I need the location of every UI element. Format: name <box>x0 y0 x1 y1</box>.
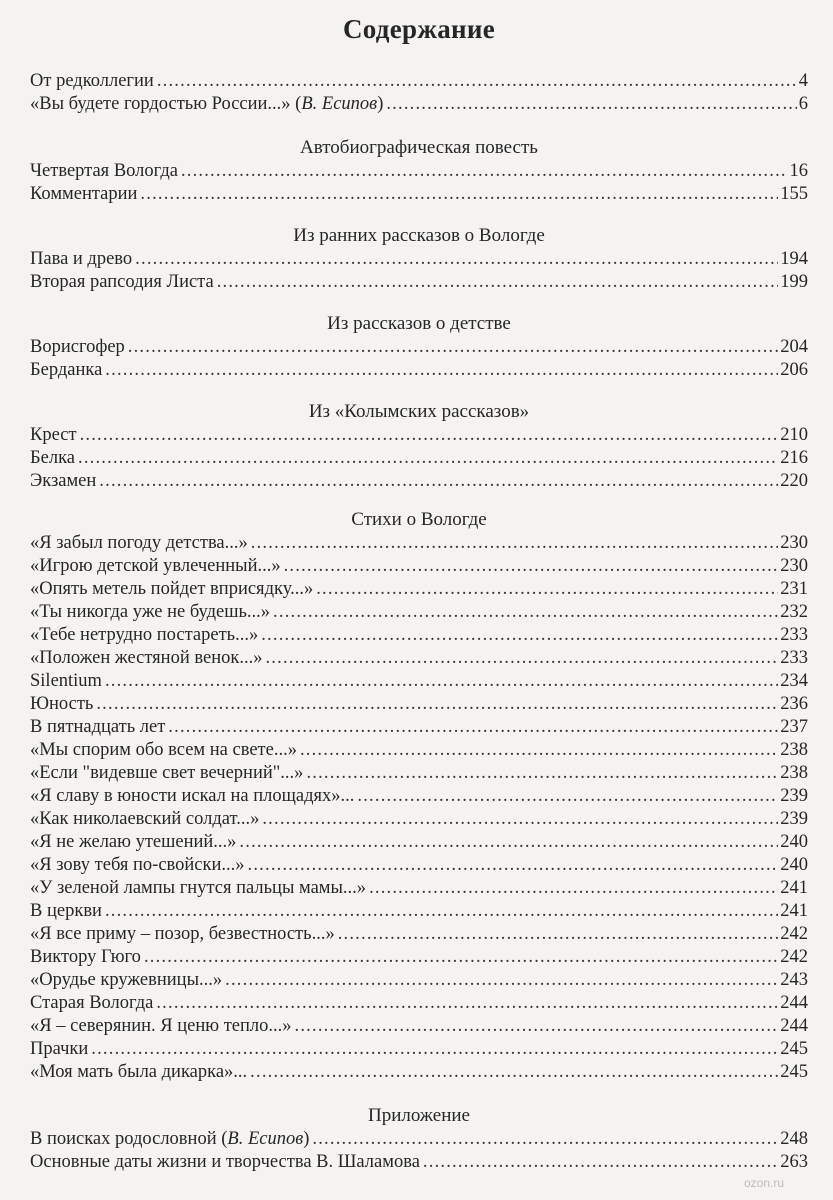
entry-title <box>30 1061 247 1084</box>
entry-title <box>30 601 270 624</box>
toc-page <box>30 0 808 1200</box>
entry-title-tail: ) <box>377 94 384 114</box>
page-number: 194 <box>780 249 808 269</box>
page-number: 230 <box>780 533 808 553</box>
toc-entry <box>30 923 808 946</box>
entry-title <box>30 647 262 670</box>
toc-entry <box>30 601 808 624</box>
page-number: 231 <box>780 579 808 599</box>
dot-leader <box>78 447 778 470</box>
page-number: 241 <box>780 901 808 921</box>
toc-entry <box>30 532 808 555</box>
dot-leader <box>300 739 778 762</box>
page-number: 6 <box>798 94 808 114</box>
entry-title-text: Белка <box>30 448 75 468</box>
dot-leader <box>261 624 778 647</box>
entry-title-text: «Мы спорим обо всем на свете...» <box>30 740 297 760</box>
entry-title-text: «Я все приму – позор, безвестность...» <box>30 924 335 944</box>
entry-title-text: «Ты никогда уже не будешь...» <box>30 602 271 622</box>
toc-entry <box>30 762 808 785</box>
entry-title-text: «Моя мать была дикарка»... <box>30 1062 248 1082</box>
toc-entry <box>30 946 808 969</box>
dot-leader <box>306 762 778 785</box>
entry-title <box>30 424 77 447</box>
entry-title-text: Юность <box>30 694 94 714</box>
entry-title-text: «У зеленой лампы гнутся пальцы мамы...» <box>30 878 367 898</box>
page-number: 248 <box>780 1129 808 1149</box>
dot-leader <box>295 1015 779 1038</box>
entry-author: В. Есипов <box>227 1129 304 1149</box>
page-number: 230 <box>780 556 808 576</box>
entry-title <box>30 447 75 470</box>
entry-title-text: «Тебе нетрудно постареть...» <box>30 625 259 645</box>
toc-entry <box>30 900 808 923</box>
dot-leader <box>284 555 779 578</box>
entry-title-text: Берданка <box>30 360 103 380</box>
entry-title-text: «Я – северянин. Я ценю тепло...» <box>30 1016 292 1036</box>
dot-leader <box>140 183 778 206</box>
toc-entry <box>30 785 808 808</box>
page-number: 4 <box>798 71 808 91</box>
entry-title-text: «Я забыл погоду детства...» <box>30 533 248 553</box>
page-number: 245 <box>780 1062 808 1082</box>
toc-entry <box>30 1015 808 1038</box>
dot-leader <box>225 969 778 992</box>
dot-leader <box>80 424 779 447</box>
entry-title-text: «Положен жестяной венок...» <box>30 648 263 668</box>
toc-entry <box>30 447 808 470</box>
entry-author: В. Есипов <box>301 94 378 114</box>
dot-leader <box>250 1061 778 1084</box>
entry-title <box>30 739 297 762</box>
toc-entry <box>30 336 808 359</box>
entry-title-text: В церкви <box>30 901 102 921</box>
toc-entry <box>30 647 808 670</box>
section-heading: Приложение <box>368 1105 470 1126</box>
toc-entry <box>30 1061 808 1084</box>
dot-leader <box>144 946 778 969</box>
toc-entry <box>30 70 808 93</box>
section-heading: Из рассказов о детстве <box>327 313 511 334</box>
entry-title-text: Ворисгофер <box>30 337 125 357</box>
section-spacer <box>30 206 808 224</box>
entry-title-text: Комментарии <box>30 184 138 204</box>
section-spacer <box>30 116 808 136</box>
dot-leader <box>262 808 778 831</box>
entry-title-tail: ) <box>303 1129 310 1149</box>
toc-entry <box>30 716 808 739</box>
entry-title <box>30 1015 292 1038</box>
page-number: 245 <box>780 1039 808 1059</box>
dot-leader <box>135 248 778 271</box>
page-number: 238 <box>780 740 808 760</box>
dot-leader <box>91 1038 778 1061</box>
page-number: 206 <box>780 360 808 380</box>
entry-title <box>30 248 132 271</box>
entry-title-text: От редколлегии <box>30 71 154 91</box>
entry-title <box>30 693 93 716</box>
entry-title-text: «Я славу в юности искал на площадях»... <box>30 786 355 806</box>
toc-entry <box>30 470 808 493</box>
entry-title <box>30 670 102 693</box>
dot-leader <box>105 359 778 382</box>
page-number: 216 <box>780 448 808 468</box>
page-number: 239 <box>780 809 808 829</box>
toc-entry <box>30 359 808 382</box>
toc-entry <box>30 1128 808 1151</box>
entry-title <box>30 70 154 93</box>
entry-title-text: Основные даты жизни и творчества В. Шаламова <box>30 1152 420 1172</box>
toc-entry <box>30 1151 808 1174</box>
page-number: 204 <box>780 337 808 357</box>
dot-leader <box>423 1151 778 1174</box>
section-spacer <box>30 1084 808 1104</box>
toc-entry <box>30 183 808 206</box>
entry-title <box>30 854 245 877</box>
toc-entry <box>30 160 808 183</box>
entry-title <box>30 1151 420 1174</box>
entry-title-text: «Игрою детской увлеченный...» <box>30 556 281 576</box>
entry-title-text: «Я не желаю утешений...» <box>30 832 237 852</box>
toc-entry <box>30 271 808 294</box>
entry-title-text: «Опять метель пойдет вприсядку...» <box>30 579 314 599</box>
entry-title <box>30 183 137 206</box>
toc-entry <box>30 624 808 647</box>
toc-entry <box>30 877 808 900</box>
entry-title <box>30 969 222 992</box>
section-spacer <box>30 382 808 400</box>
page-number: 244 <box>780 993 808 1013</box>
entry-title-text: Старая Вологда <box>30 993 154 1013</box>
entry-title-text: Вторая рапсодия Листа <box>30 272 214 292</box>
page-number: 237 <box>780 717 808 737</box>
toc-entry <box>30 739 808 762</box>
entry-title-text: Крест <box>30 425 77 445</box>
page-number: 240 <box>780 855 808 875</box>
page-number: 220 <box>780 471 808 491</box>
toc-entry <box>30 578 808 601</box>
dot-leader <box>128 336 778 359</box>
entry-title-text: Silentium <box>30 671 102 691</box>
page-number: 238 <box>780 763 808 783</box>
dot-leader <box>156 992 778 1015</box>
dot-leader <box>265 647 778 670</box>
section-spacer <box>30 493 808 508</box>
entry-title <box>30 336 125 359</box>
entry-title <box>30 532 248 555</box>
page-number: 233 <box>780 648 808 668</box>
entry-title <box>30 555 281 578</box>
page-number: 241 <box>780 878 808 898</box>
section-heading: Из «Колымских рассказов» <box>308 401 530 422</box>
section-heading: Стихи о Вологде <box>351 509 487 530</box>
toc-entry <box>30 555 808 578</box>
dot-leader <box>316 578 778 601</box>
entry-title <box>30 923 335 946</box>
entry-title-text: В поисках родословной ( <box>30 1129 228 1149</box>
dot-leader <box>251 532 778 555</box>
entry-title <box>30 93 383 116</box>
page-title: Содержание <box>342 14 496 44</box>
toc-entry <box>30 992 808 1015</box>
toc-entry <box>30 1038 808 1061</box>
dot-leader <box>386 93 796 116</box>
page-number: 199 <box>780 272 808 292</box>
dot-leader <box>338 923 779 946</box>
page-number: 236 <box>780 694 808 714</box>
section-heading: Из ранних рассказов о Вологде <box>293 225 545 246</box>
entry-title-text: Виктору Гюго <box>30 947 141 967</box>
dot-leader <box>105 670 778 693</box>
toc-entry <box>30 831 808 854</box>
page-number: 240 <box>780 832 808 852</box>
entry-title <box>30 785 354 808</box>
dot-leader <box>273 601 778 624</box>
page-number: 16 <box>789 161 808 181</box>
dot-leader <box>99 470 778 493</box>
section-spacer <box>30 294 808 312</box>
entry-title <box>30 900 102 923</box>
entry-title <box>30 624 258 647</box>
entry-title-text: Прачки <box>30 1039 89 1059</box>
toc-entry <box>30 670 808 693</box>
page-number: 243 <box>780 970 808 990</box>
entry-title <box>30 877 366 900</box>
entry-title <box>30 946 141 969</box>
dot-leader <box>157 70 797 93</box>
entry-title-text: В пятнадцать лет <box>30 717 166 737</box>
entry-title-text: «Как николаевский солдат...» <box>30 809 260 829</box>
entry-title-text: «Вы будете гордостью России...» ( <box>30 94 302 114</box>
toc-entry <box>30 969 808 992</box>
entry-title <box>30 578 313 601</box>
page-number: 242 <box>780 947 808 967</box>
toc-entry <box>30 854 808 877</box>
section-heading: Автобиографическая повесть <box>300 137 538 158</box>
entry-title <box>30 1038 88 1061</box>
entry-title <box>30 1128 309 1151</box>
page-number: 233 <box>780 625 808 645</box>
entry-title-text: Экзамен <box>30 471 97 491</box>
entry-title <box>30 831 236 854</box>
page-number: 242 <box>780 924 808 944</box>
entry-title <box>30 716 165 739</box>
table-of-contents <box>30 70 808 1174</box>
entry-title-text: Четвертая Вологда <box>30 161 178 181</box>
page-number: 244 <box>780 1016 808 1036</box>
toc-entry <box>30 693 808 716</box>
toc-entry <box>30 424 808 447</box>
entry-title <box>30 470 96 493</box>
dot-leader <box>105 900 778 923</box>
page-number: 234 <box>780 671 808 691</box>
page-number: 210 <box>780 425 808 445</box>
page-number: 239 <box>780 786 808 806</box>
entry-title <box>30 808 259 831</box>
dot-leader <box>239 831 778 854</box>
toc-entry <box>30 808 808 831</box>
page-number: 232 <box>780 602 808 622</box>
dot-leader <box>96 693 778 716</box>
dot-leader <box>312 1128 778 1151</box>
dot-leader <box>369 877 778 900</box>
entry-title-text: Пава и древо <box>30 249 133 269</box>
dot-leader <box>357 785 778 808</box>
entry-title <box>30 992 153 1015</box>
dot-leader <box>217 271 779 294</box>
toc-entry <box>30 248 808 271</box>
entry-title <box>30 359 102 382</box>
entry-title-text: «Я зову тебя по-свойски...» <box>30 855 245 875</box>
entry-title-text: «Орудье кружевницы...» <box>30 970 223 990</box>
entry-title <box>30 271 214 294</box>
page-number: 155 <box>780 184 808 204</box>
toc-entry <box>30 93 808 116</box>
watermark: ozon.ru <box>743 1176 784 1190</box>
dot-leader <box>181 160 788 183</box>
entry-title <box>30 762 303 785</box>
entry-title-text: «Если "видевше свет вечерний"...» <box>30 763 304 783</box>
dot-leader <box>248 854 779 877</box>
page-number: 263 <box>780 1152 808 1172</box>
entry-title <box>30 160 178 183</box>
dot-leader <box>168 716 778 739</box>
